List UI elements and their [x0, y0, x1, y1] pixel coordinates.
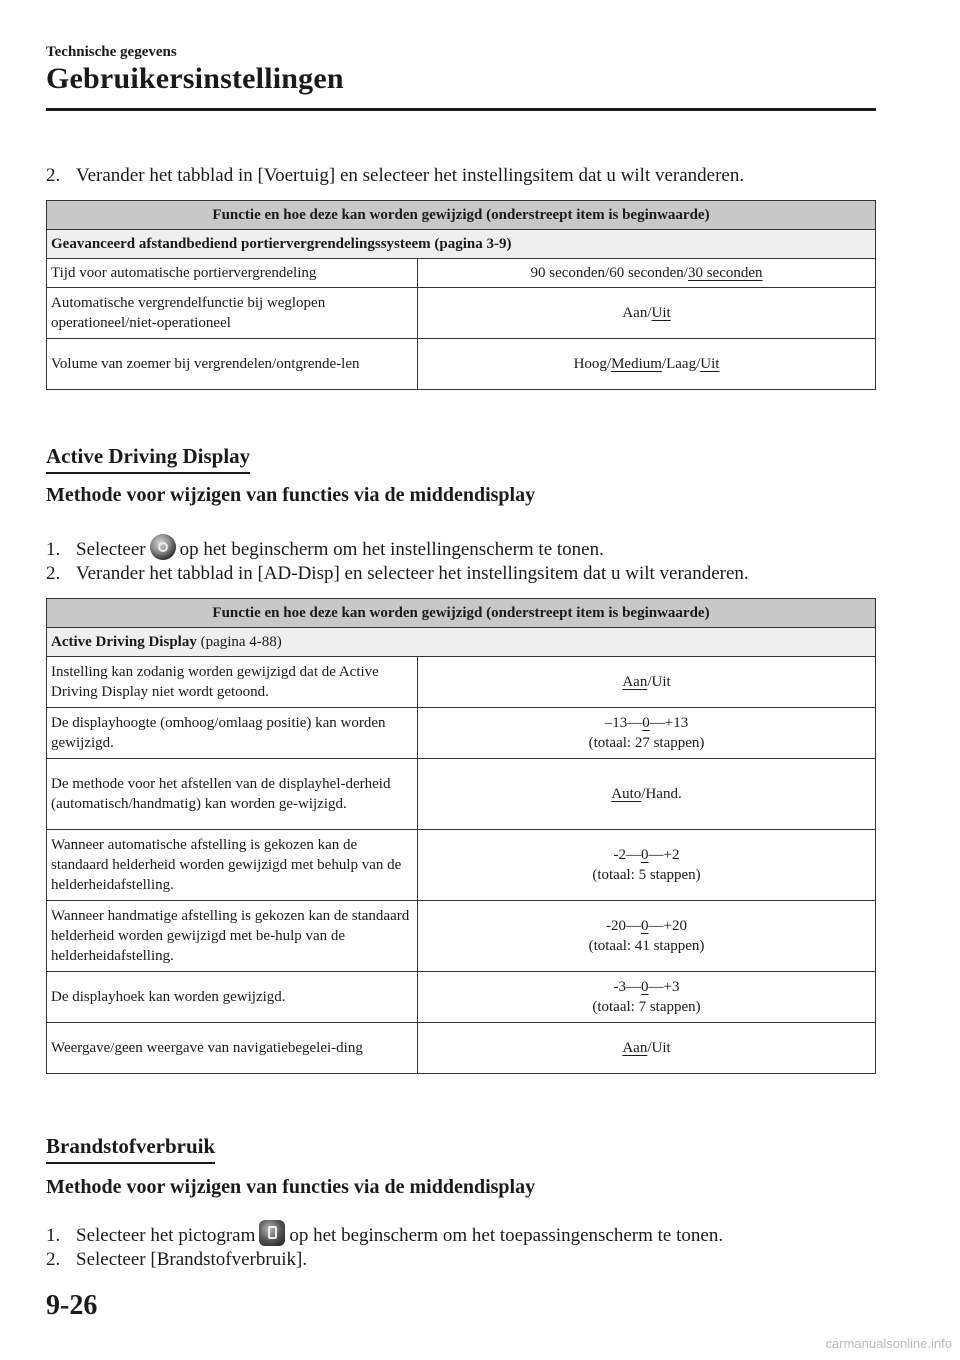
setting-label: Weergave/geen weergave van navigatiebegelei-ding	[47, 1023, 418, 1074]
setting-label: Tijd voor automatische portiervergrendeling	[47, 259, 418, 288]
setting-value: Aan/Uit	[418, 1023, 876, 1074]
table-row	[47, 288, 876, 339]
method-heading: Methode voor wijzigen van functies via de middendisplay	[46, 1176, 536, 1198]
chapter-title: Gebruikersinstellingen	[46, 62, 344, 95]
step-number: 2.	[46, 1249, 61, 1270]
table-group-row	[47, 628, 876, 657]
setting-label: Instelling kan zodanig worden gewijzigd dat de Active Driving Display niet wordt getoond.	[47, 657, 418, 708]
table-row	[47, 830, 876, 901]
table-header-row	[47, 599, 876, 628]
table-row	[47, 972, 876, 1023]
manual-page	[46, 0, 876, 1360]
title-rule	[46, 108, 876, 111]
step-number: 1.	[46, 539, 61, 560]
setting-value: 90 seconden/60 seconden/30 seconden	[418, 259, 876, 288]
step-select-fuel: 2. Selecteer [Brandstofverbruik].	[46, 1249, 308, 1270]
setting-value: –13—0—+13 (totaal: 27 stappen)	[418, 708, 876, 759]
table-header-row	[47, 201, 876, 230]
door-lock-settings-table	[46, 200, 876, 390]
setting-value: Aan/Uit	[418, 288, 876, 339]
table-row	[47, 657, 876, 708]
section-heading-active-driving-display: Active Driving Display	[46, 444, 250, 474]
table-row	[47, 759, 876, 830]
applications-icon	[259, 1220, 285, 1246]
setting-label: Wanneer handmatige afstelling is gekozen kan de standaard helderheid worden gewijzigd met be-hulp van de helderheidafstelling.	[47, 901, 418, 972]
setting-value: -3—0—+3 (totaal: 7 stappen)	[418, 972, 876, 1023]
table-row	[47, 901, 876, 972]
settings-gear-icon	[150, 534, 176, 560]
page-number: 9-26	[46, 1290, 98, 1321]
method-heading: Methode voor wijzigen van functies via de middendisplay	[46, 484, 536, 506]
table-header: Functie en hoe deze kan worden gewijzigd (onderstreept item is beginwaarde)	[47, 599, 876, 628]
step-text: Verander het tabblad in [Voertuig] en selecteer het instellingsitem dat u wilt veranderen.	[76, 165, 745, 186]
step-select-settings: 1. Selecteer op het beginscherm om het instellingenscherm te tonen.	[46, 534, 604, 562]
table-header: Functie en hoe deze kan worden gewijzigd (onderstreept item is beginwaarde)	[47, 201, 876, 230]
setting-value: Aan/Uit	[418, 657, 876, 708]
setting-value: -2—0—+2 (totaal: 5 stappen)	[418, 830, 876, 901]
step-number: 2.	[46, 165, 61, 186]
step-number: 2.	[46, 563, 61, 584]
setting-label: Wanneer automatische afstelling is gekozen kan de standaard helderheid worden gewijzigd met behulp van de helderheidafstelling.	[47, 830, 418, 901]
step-vehicle-tab	[46, 164, 744, 188]
table-group-title: Geavanceerd afstandbediend portiervergrendelingssysteem (pagina 3-9)	[47, 230, 876, 259]
active-driving-display-table	[46, 598, 876, 1074]
setting-label: De displayhoogte (omhoog/omlaag positie) kan worden gewijzigd.	[47, 708, 418, 759]
step-select-applications: 1. Selecteer het pictogram op het beginscherm om het toepassingenscherm te tonen.	[46, 1220, 723, 1248]
table-row	[47, 708, 876, 759]
setting-label: De displayhoek kan worden gewijzigd.	[47, 972, 418, 1023]
setting-label: Automatische vergrendelfunctie bij weglopen operationeel/niet-operationeel	[47, 288, 418, 339]
step-number: 1.	[46, 1225, 61, 1246]
setting-value: -20—0—+20 (totaal: 41 stappen)	[418, 901, 876, 972]
setting-value: Auto/Hand.	[418, 759, 876, 830]
table-row	[47, 259, 876, 288]
setting-label: Volume van zoemer bij vergrendelen/ontgrende-len	[47, 339, 418, 390]
watermark: carmanualsonline.info	[825, 1336, 952, 1351]
step-ad-disp-tab: 2. Verander het tabblad in [AD-Disp] en selecteer het instellingsitem dat u wilt veranderen.	[46, 563, 749, 584]
section-heading-fuel-consumption: Brandstofverbruik	[46, 1134, 215, 1164]
setting-value: Hoog/Medium/Laag/Uit	[418, 339, 876, 390]
table-row	[47, 1023, 876, 1074]
table-group-row	[47, 230, 876, 259]
table-row	[47, 339, 876, 390]
table-group-title: Active Driving Display (pagina 4-88)	[47, 628, 876, 657]
section-label: Technische gegevens	[46, 44, 177, 60]
setting-label: De methode voor het afstellen van de displayhel-derheid (automatisch/handmatig) kan worden ge-wijzigd.	[47, 759, 418, 830]
